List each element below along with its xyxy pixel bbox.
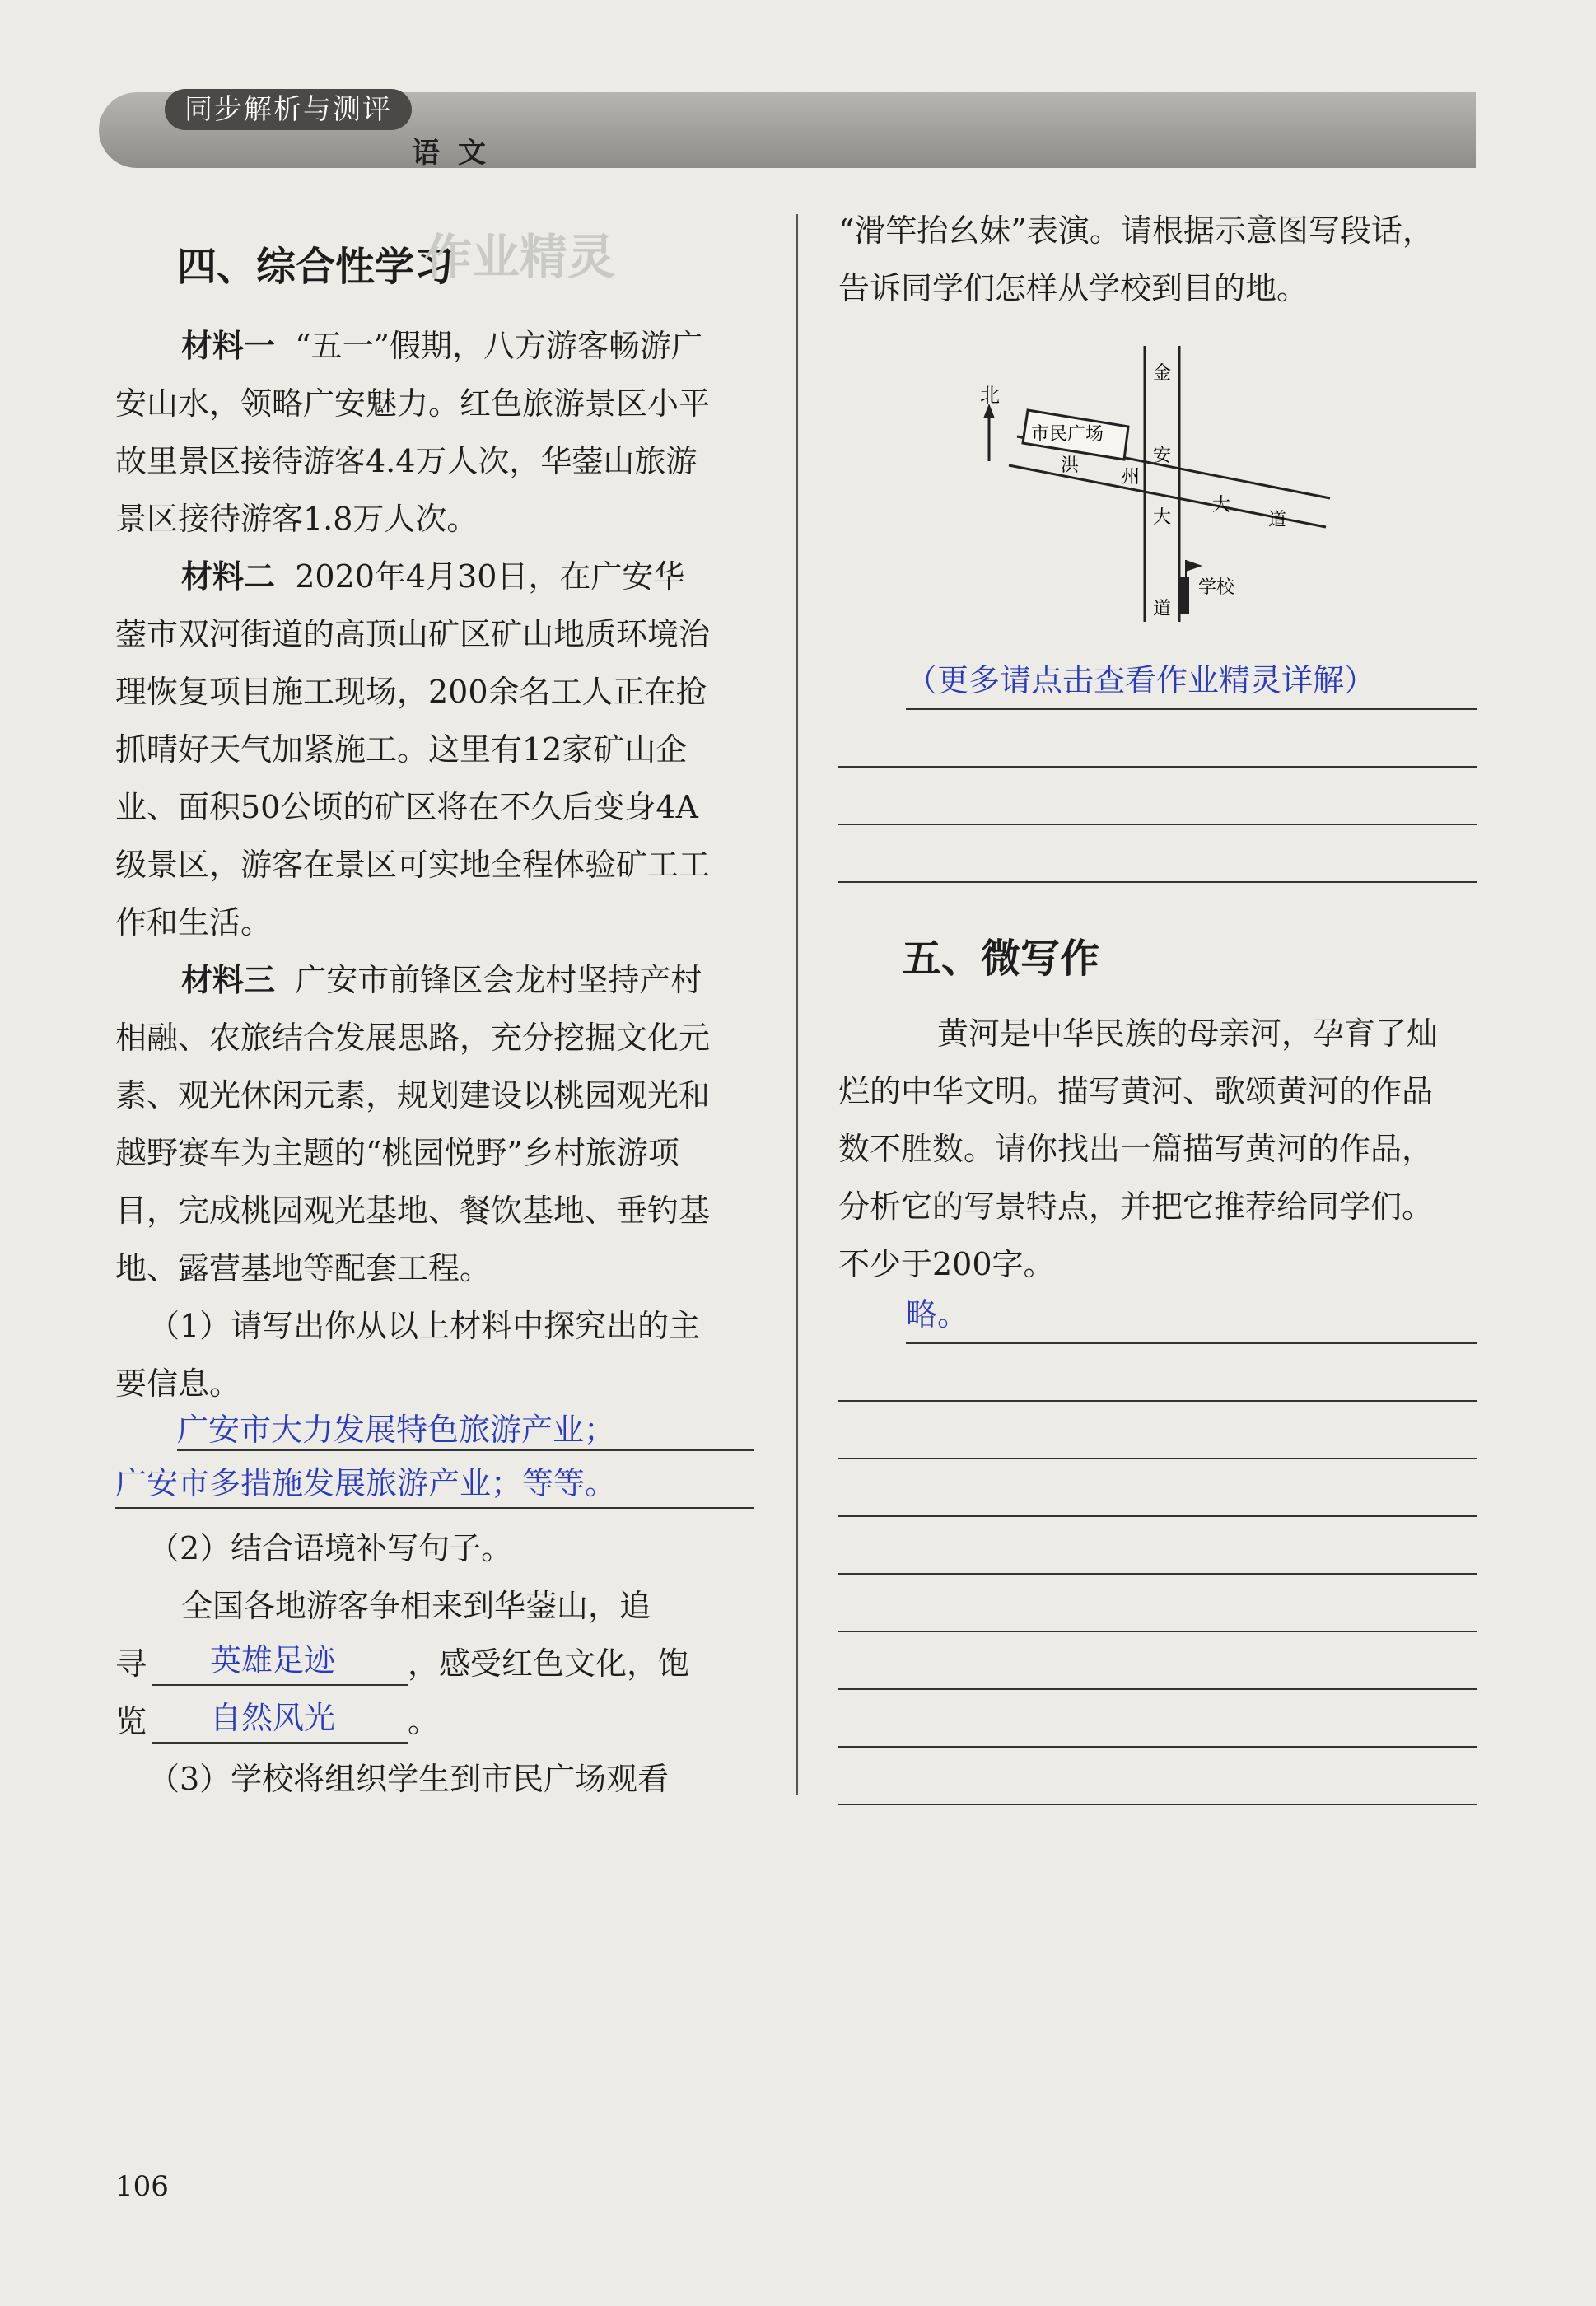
road2-char: 安 — [1153, 446, 1172, 466]
material-2-line: 抓晴好天气加紧施工。这里有12家矿山企 — [115, 731, 688, 768]
section-5-answer: 略。 — [906, 1296, 969, 1333]
answer-line — [838, 1400, 1477, 1402]
page-number: 106 — [115, 2170, 169, 2203]
subject-label: 语文 — [412, 137, 504, 170]
answer-2-2: 自然风光 — [210, 1700, 336, 1736]
section-5-prompt — [838, 1005, 1477, 1293]
column-divider — [796, 214, 798, 1795]
road1-char: 洪 — [1061, 455, 1080, 476]
question-2-end: 。 — [408, 1703, 440, 1739]
section-5-line: 数不胜数。请你找出一篇描写黄河的作品， — [838, 1131, 1434, 1167]
answer-line — [838, 881, 1477, 883]
book-title-badge: 同步解析与测评 — [165, 89, 412, 130]
road2-char: 大 — [1153, 507, 1172, 528]
material-3-label: 材料三 — [181, 961, 276, 998]
question-2-suffix: ，感受红色文化，饱 — [408, 1645, 690, 1682]
section-5-title: 五、微写作 — [902, 936, 1100, 982]
answer-line — [838, 824, 1477, 825]
answer-line — [838, 1458, 1477, 1459]
material-1-line: 安山水，领略广安魅力。红色旅游景区小平 — [115, 385, 711, 422]
answer-line — [838, 1631, 1477, 1632]
question-2-prefix: 览 — [115, 1703, 147, 1739]
material-2-line: 业、面积50公顷的矿区将在不久后变身4A — [115, 789, 698, 825]
fill-blank-1 — [152, 1684, 408, 1686]
answer-line — [906, 708, 1477, 710]
answer-line — [115, 1507, 754, 1509]
material-1-line: “五一”假期，八方游客畅游广 — [295, 328, 703, 364]
question-2 — [115, 1519, 754, 1635]
question-2-line: 全国各地游客争相来到华蓥山，追 — [181, 1588, 651, 1624]
material-2-line: 理恢复项目施工现场，200余名工人正在抢 — [115, 674, 707, 710]
road2-char: 道 — [1153, 599, 1172, 619]
answer-line — [177, 1449, 754, 1451]
material-2-line: 作和生活。 — [115, 904, 273, 941]
question-3-line: （3）学校将组织学生到市民广场观看 — [148, 1761, 670, 1797]
road1-char: 州 — [1122, 467, 1141, 488]
plaza-label: 市民广场 — [1031, 424, 1104, 445]
question-3-line: 告诉同学们怎样从学校到目的地。 — [838, 270, 1309, 306]
school-label: 学校 — [1198, 577, 1235, 598]
question-1-line: 要信息。 — [115, 1365, 241, 1402]
answer-2-1: 英雄足迹 — [210, 1642, 336, 1678]
road1-char: 大 — [1212, 495, 1231, 516]
section-5-line: 黄河是中华民族的母亲河，孕育了灿 — [937, 1015, 1439, 1052]
watermark: 作业精灵 — [424, 229, 616, 285]
route-map — [964, 338, 1351, 634]
answer-line — [838, 1804, 1477, 1805]
answer-line — [838, 1573, 1477, 1575]
section-5-line: 烂的中华文明。描写黄河、歌颂黄河的作品 — [838, 1073, 1434, 1109]
fill-blank-2 — [152, 1742, 408, 1744]
material-3-line: 素、观光休闲元素，规划建设以桃园观光和 — [115, 1077, 711, 1113]
material-3-line: 地、露营基地等配套工程。 — [115, 1250, 492, 1286]
material-2-line: 级景区，游客在景区可实地全程体验矿工工 — [115, 847, 711, 883]
material-2-line: 蓥市双河街道的高顶山矿区矿山地质环境治 — [115, 616, 711, 652]
material-3 — [115, 951, 754, 1297]
road1-char: 道 — [1268, 510, 1287, 530]
material-2 — [115, 548, 754, 951]
question-3 — [115, 1750, 754, 1808]
school-flag — [1186, 560, 1202, 572]
material-1-line: 故里景区接待游客4.4万人次，华蓥山旅游 — [115, 443, 698, 479]
question-2-prefix: 寻 — [115, 1645, 147, 1682]
question-3-cont — [838, 202, 1477, 317]
detail-link[interactable]: （更多请点击查看作业精灵详解） — [906, 662, 1376, 698]
material-3-line: 广安市前锋区会龙村坚持产村 — [295, 962, 702, 998]
question-1-line: （1）请写出你从以上材料中探究出的主 — [148, 1308, 701, 1344]
school-building — [1179, 576, 1189, 614]
material-3-line: 目，完成桃园观光基地、餐饮基地、垂钓基 — [115, 1193, 711, 1229]
material-1-line: 景区接待游客1.8万人次。 — [115, 501, 478, 537]
section-5-line: 不少于200字。 — [838, 1246, 1055, 1282]
question-1 — [115, 1297, 754, 1412]
material-1-label: 材料一 — [181, 327, 276, 364]
question-3-line: “滑竿抬幺妹”表演。请根据示意图写段话， — [838, 212, 1434, 249]
section-5-line: 分析它的写景特点，并把它推荐给同学们。 — [838, 1188, 1434, 1225]
answer-line — [838, 1688, 1477, 1690]
question-2-title: （2）结合语境补写句子。 — [148, 1530, 513, 1566]
material-3-line: 越野赛车为主题的“桃园悦野”乡村旅游项 — [115, 1135, 679, 1171]
material-2-label: 材料二 — [181, 558, 276, 595]
answer-1-line-2: 广安市多措施发展旅游产业；等等。 — [115, 1465, 617, 1501]
answer-line — [838, 1515, 1477, 1517]
answer-1-line-1: 广安市大力发展特色旅游产业； — [177, 1412, 616, 1448]
material-1 — [115, 317, 754, 548]
section-4-title: 四、综合性学习 — [177, 244, 455, 290]
material-2-line: 2020年4月30日，在广安华 — [295, 558, 685, 595]
answer-line — [838, 766, 1477, 768]
road2-char: 金 — [1153, 363, 1172, 384]
material-3-line: 相融、农旅结合发展思路，充分挖掘文化元 — [115, 1020, 711, 1056]
north-label: 北 — [980, 384, 1000, 407]
answer-line — [838, 1746, 1477, 1748]
answer-line — [906, 1342, 1477, 1344]
